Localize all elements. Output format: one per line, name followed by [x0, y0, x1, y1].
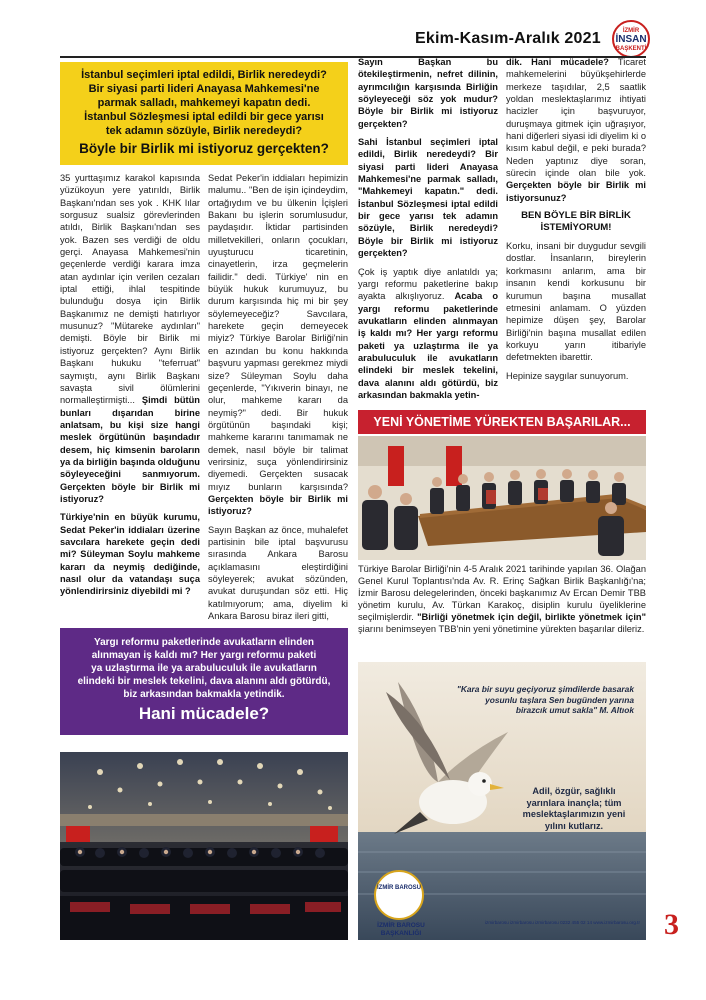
caption-motto: "Birliği yönetmek için değil, birlikte yönetmek için" [417, 612, 646, 622]
callout-line: Bir siyasi parti lideri Anayasa Mahkemesi'ne [88, 83, 320, 95]
paragraph-bold: Sahi İstanbul seçimleri iptal edildi, Birlik neredeydi? Bir siyasi parti lideri Anayasa Mahkemesi'ne parmak salladı, "Mahkemeyi kapatın." dedi. İstanbul Sözleşmesi iptal edildi bir gece yarısı tek adamın sözüyle, Birlik neredeydi? Böyle bir Birlik mi istiyoruz gerçekten? [358, 137, 498, 259]
callout-line: parmak salladı, mahkemeyi kapatın dedi. [97, 97, 311, 109]
social-contact-strip: izmirbarosu izmirbarosu izmirbarosu 0232 455 02 14 www.izmirbarosu.org.tr [485, 920, 640, 925]
callout-line: biz arkasından bakmakla yetindik. [123, 689, 285, 700]
paragraph-bold: Acaba o yargı reformu paketlerinde avukatların elinden alınmayan iş kaldı mı? Her yargı reformu paketi ya uzlaştırma ile ya arabuluculuk ile avukatların elindeki bir meslek tekelini, dava alanını aldı götürdü, biz arkasından bakmakla yetin- [358, 291, 498, 400]
article-column-4 [506, 56, 646, 388]
paragraph [358, 136, 498, 259]
paragraph-bold: Türkiye'nin en büyük kurumu, Sedat Peker'in iddiaları üzerine savcılara harekete geçin dedi mi? Süleyman Soylu mahkeme kararı da neymiş dediğinde, nasıl olur da vatandaşı suça yönlendirirsiniz diyebildi mi ? [60, 512, 200, 597]
caption-text: Türkiye Barolar Birliği'nin 4-5 Aralık 2021 tarihinde yapılan 36. Olağan Genel Kurul Toplantısı'nda Av. R. Erinç Sağkan Birlik Başkanlığı'na; İzmir Barosu delegelerinden, önceki başkanımız Av Ercan Demir TBB yönetim kurulu, Av. Türkan Karakoç, disiplin kurulu üyeliklerine seçilmişlerdir. [358, 564, 646, 622]
paragraph-text: Ticaret mahkemelerini büyükşehirlerde merkeze taşıdılar, 2,5 saatlik yoldan meslektaşlarımız ihtiyati hacizler için başvuruyor, duruşmaya gitmek için uğraşıyor, hani diğerleri siyasi idi diyelim ki o kısım kabul değil, e peki burada? Neden yaptınız diye soran, sürecin içinde olan bile yok. [506, 57, 646, 179]
new-year-wish: Adil, özgür, sağlıklı yarınlara inançla; tüm meslektaşlarımızın yeni yılını kutlarız. [522, 786, 626, 831]
paragraph-bold: Şimdi bütün bunları dışarıdan birine anlatsam, bu kişi size hangi meslek örgütünün başındadır desem, hiç kimsenin baroların ya da birliğin başında olduğunu söyleyeceğini sanmıyorum. Gerçekten böyle bir Birlik mi istiyoruz? [60, 395, 200, 504]
paragraph-text: 35 yurttaşımız karakol kapısında yüzükoyun yere yatırıldı, Birlik Başkanı'ndan ses yok . KHK lılar sorgusuz sualsiz görevlerinden atıldı, Birlik Başkanı'ndan ses yok. Bazen ses verdiği de oldu gerçi. Anayasa Mahkemesi'nin geçenlerde verdiği karara imza atan aydınlar için verilen cezaları iptal ettiği, ihlal tespitinde bulunduğu dosya için Birlik Başkanımız ne demişti hatırlıyor musunuz? "Mütareke aydınları" demişti. Böyle bir Birlik mi istiyoruz gerçekten? Aynı Birlik Başkanı hukuku "teferruat" saymıştı, aynı Birlik Başkanı savaşta sivil ölümlerini normalleştirmişti... [60, 173, 200, 406]
section-banner: YENİ YÖNETİME YÜREKTEN BAŞARILAR... [358, 410, 646, 434]
callout-line: İstanbul seçimleri iptal edildi, Birlik neredeydi? [81, 69, 327, 81]
general-assembly-photo [60, 752, 348, 940]
new-year-card [358, 662, 646, 940]
article-column-1 [60, 172, 200, 604]
paragraph [60, 511, 200, 597]
callout-line: Yargı reformu paketlerinde avukatların elinden [93, 637, 315, 648]
paragraph-text: Çok iş yaptık diye anlatıldı ya; yargı reformu paketlerine bakıp ayakta alkışlıyoruz. [358, 266, 498, 302]
paragraph: Hepinize saygılar sunuyorum. [506, 370, 629, 381]
callout-line: ya uzlaştırma ile ya arabuluculuk ile avukatların [91, 663, 317, 674]
article-column-3 [358, 56, 498, 407]
assembly-hall-illustration [60, 752, 348, 940]
logo-top-text: İZMİR [622, 28, 640, 34]
paragraph-bold: Gerçekten böyle bir Birlik mi istiyoruz? [208, 493, 348, 517]
paragraph [358, 56, 498, 130]
section-subhead: BEN BÖYLE BİR BİRLİK İSTEMİYORUM! [521, 210, 631, 234]
page-number: 3 [664, 908, 679, 941]
paragraph [60, 172, 200, 505]
meeting-room-illustration [358, 436, 646, 560]
paragraph: Korku, insani bir duygudur sevgili dostlar. İnsanların, bireylerin korkmasını anlarım, ama bir insanın kendi korkusunu bir kurumun başına musallat etmesini anlamam. O yüzden hepimize düşen şey, Barolar Birliği'nin başına musallat edilen korkuyu yarın itibariyle defetmekten ibarettir. [506, 241, 646, 363]
bar-presidency-label: İZMİR BAROSU BAŞKANLIĞI [377, 922, 425, 937]
callout-line: elindeki bir meslek tekelini, dava alanını aldı götürdü, [77, 676, 331, 687]
caption-tail: şiarını benimseyen TBB'nin yeni yönetimine yürekten başarılar dileriz. [358, 624, 645, 634]
paragraph-bold: Sayın Başkan bu ötekileştirmenin, nefret dilinin, ayrımcılığın karşısında Birliğin söyleyeceği söz yok mudur? Böyle bir Birlik mi istiyoruz gerçekten? [358, 57, 498, 129]
board-meeting-photo [358, 436, 646, 560]
callout-line: alınmayan iş kaldı mı? Her yargı reformu paketi [91, 650, 317, 661]
poem-quote: "Kara bir suyu geçiyoruz şimdilerde basarak yosunlu taşlara Sen bugünden yarına birazcık umut sakla" M. Altıok [456, 684, 634, 715]
yellow-callout [60, 62, 348, 165]
article-column-2 [208, 172, 348, 628]
issue-date: Ekim-Kasım-Aralık 2021 [415, 30, 601, 47]
logo-bottom-text: BAŞKENTİ [615, 46, 647, 52]
paragraph-bold: dik. Hani mücadele? [506, 57, 609, 67]
purple-callout [60, 628, 348, 735]
callout-line: tek adamın sözüyle, Birlik neredeydi? [105, 125, 303, 137]
photo-caption [358, 563, 646, 635]
paragraph [358, 266, 498, 402]
paragraph [506, 56, 646, 204]
izmir-insan-baskenti-logo [612, 20, 650, 58]
paragraph-text: Sedat Peker'in iddiaları hepimizin malumu.. "Ben de işin içindeydim, ortağıydım ve bu ülkenin İçişleri Bakanı bu işlerin sorumlusudur, paydaşıdır. İktidar partisinden milletvekilleri, onların çocukları, uyuşturucu ticaretinin, cinayetlerin, irza geçmelerin failidir." dedi. Türkiye' nin en büyük hukuk kurumuyuz, bu durum karşısında hiç mi bir şey söylemeyeceğiz? Savcılara, harekete geçin demeyecek miyiz? Türkiye Barolar Birliği'nin en azından bu konu hakkında başvuru yapması gerekmez miydi size? Süleyman Soylu daha geçenlerde, "Yıkıverin binayı, ne olur, mahkeme kararı da neymiş?" dedi. Bir hukuk örgütünün başındaki kişi; mahkeme kararını tanımamak ne demek, nasıl böyle bir talimat verirsiniz, suça yönlendirirsiniz diyemedi. Gerçekten susacak mıyız bunların karşısında? [208, 173, 348, 492]
paragraph-bold: Gerçekten böyle bir Birlik mi istiyorsunuz? [506, 180, 646, 203]
logo-main-text: İNSAN [615, 34, 647, 45]
callout-headline: Hani mücadele? [138, 704, 270, 723]
callout-line: İstanbul Sözleşmesi iptal edildi bir gece yarısı [84, 111, 324, 123]
izmir-bar-seal-icon: İZMİR BAROSU [374, 870, 424, 920]
callout-headline: Böyle bir Birlik mi istiyoruz gerçekten? [79, 141, 329, 156]
paragraph: Sayın Başkan az önce, muhalefet partisinin bile iptal başvurusu sırasında Ankara Barosu açıklamasını eleştirdiğini söyleyerek; avukat sözünden, avukat duruşundan söz etti. Hiç katılmıyorum; ama, diyelim ki Ankara Barosu biraz ileri gitti, [208, 524, 348, 622]
paragraph [208, 172, 348, 518]
